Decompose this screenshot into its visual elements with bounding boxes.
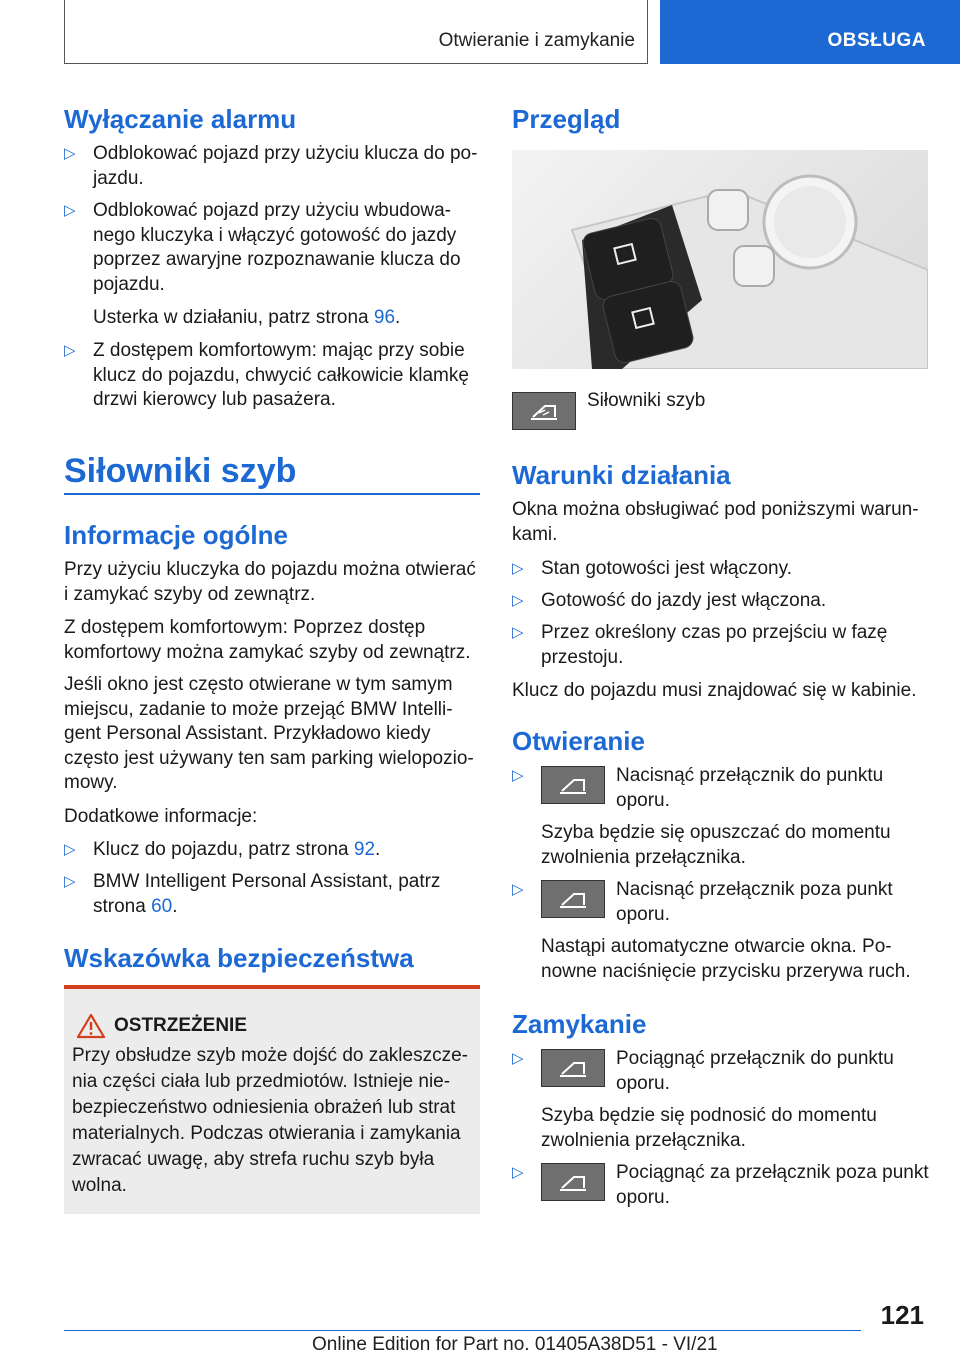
- bullet-triangle-icon: ▷: [512, 881, 524, 898]
- chapter-rule: [64, 493, 480, 495]
- bullet-triangle-icon: ▷: [512, 560, 524, 577]
- page-link[interactable]: 92: [353, 839, 376, 860]
- warning-text: Przy obsłudze szyb może dojść do zakleszcze- nia części ciała lub przedmiotów. Istnieje nie- bezpieczeństwo odniesienia obrażeń lub strat materialnych. Podczas otwierania i zamykania zwracać uwagę, aby strefa ruchu szyb była wolna.: [72, 1045, 468, 1196]
- paragraph: Okna można obsługiwać pod poniższymi warun- kami.: [512, 499, 919, 545]
- chapter-tab-label: OBSŁUGA: [827, 30, 926, 51]
- section-title: Otwieranie i zamykanie: [438, 30, 635, 51]
- header-box: [64, 0, 648, 64]
- bullet-triangle-icon: ▷: [64, 145, 76, 162]
- opening-heading: Otwieranie: [512, 726, 645, 756]
- page-link[interactable]: 96: [373, 307, 396, 328]
- safety-heading: Wskazówka bezpieczeństwa: [64, 943, 414, 973]
- note-text: Usterka w działaniu, patrz strona 96.: [93, 307, 401, 328]
- page-link[interactable]: 60: [151, 895, 173, 917]
- bullet-triangle-icon: ▷: [64, 342, 76, 359]
- bullet-triangle-icon: ▷: [512, 1050, 524, 1067]
- footer-edition: Online Edition for Part no. 01405A38D51 - VI/21: [312, 1334, 718, 1355]
- chapter-heading: Siłowniki szyb: [64, 452, 297, 490]
- general-heading: Informacje ogólne: [64, 520, 288, 550]
- window-lifter-icon: [541, 1049, 605, 1087]
- note-text: Szyba będzie się opuszczać do momentu zwolnienia przełącznika.: [541, 822, 891, 868]
- window-lifter-icon: [541, 880, 605, 918]
- bullet-triangle-icon: ▷: [512, 1164, 524, 1181]
- bullet-triangle-icon: ▷: [512, 767, 524, 784]
- overview-heading: Przegląd: [512, 104, 621, 134]
- warning-box: [64, 985, 480, 1214]
- figure-caption: Siłowniki szyb: [587, 390, 706, 411]
- closing-heading: Zamykanie: [512, 1009, 647, 1039]
- page-number: 121: [880, 1300, 924, 1330]
- window-lifter-icon: [512, 392, 576, 430]
- note-text: Szyba będzie się podnosić do momentu zwolnienia przełącznika.: [541, 1105, 877, 1151]
- bullet-triangle-icon: ▷: [512, 624, 524, 641]
- paragraph: Przy użyciu kluczyka do pojazdu można otwierać i zamykać szyby od zewnątrz.: [64, 559, 476, 605]
- paragraph: Dodatkowe informacje:: [64, 806, 258, 827]
- alarm-heading: Wyłączanie alarmu: [64, 104, 297, 134]
- bullet-triangle-icon: ▷: [512, 592, 524, 609]
- window-lifter-icon: [541, 1163, 605, 1201]
- chapter-tab[interactable]: [660, 0, 960, 64]
- window-switch-photo: [512, 150, 928, 369]
- note-text: Nastąpi automatyczne otwarcie okna. Po- nowne naciśnięcie przycisku przerywa ruch.: [541, 936, 911, 982]
- paragraph: Z dostępem komfortowym: Poprzez dostęp komfortowy można zamykać szyby od zewnątrz.: [64, 617, 471, 663]
- conditions-heading: Warunki działania: [512, 460, 731, 490]
- paragraph: Klucz do pojazdu musi znajdować się w kabinie.: [512, 680, 917, 701]
- warning-triangle-icon: [76, 1013, 106, 1039]
- bullet-triangle-icon: ▷: [64, 841, 76, 858]
- paragraph: Jeśli okno jest często otwierane w tym samym miejscu, zadanie to może przejąć BMW Intelli- gent Personal Assistant. Przykładowo kiedy często jest używany ten sam parking wielopozio- mowy.: [64, 674, 474, 793]
- warning-title: OSTRZEŻENIE: [114, 1015, 248, 1036]
- window-lifter-icon: [541, 766, 605, 804]
- footer-rule: [64, 1330, 861, 1331]
- bullet-triangle-icon: ▷: [64, 873, 76, 890]
- bullet-triangle-icon: ▷: [64, 202, 76, 219]
